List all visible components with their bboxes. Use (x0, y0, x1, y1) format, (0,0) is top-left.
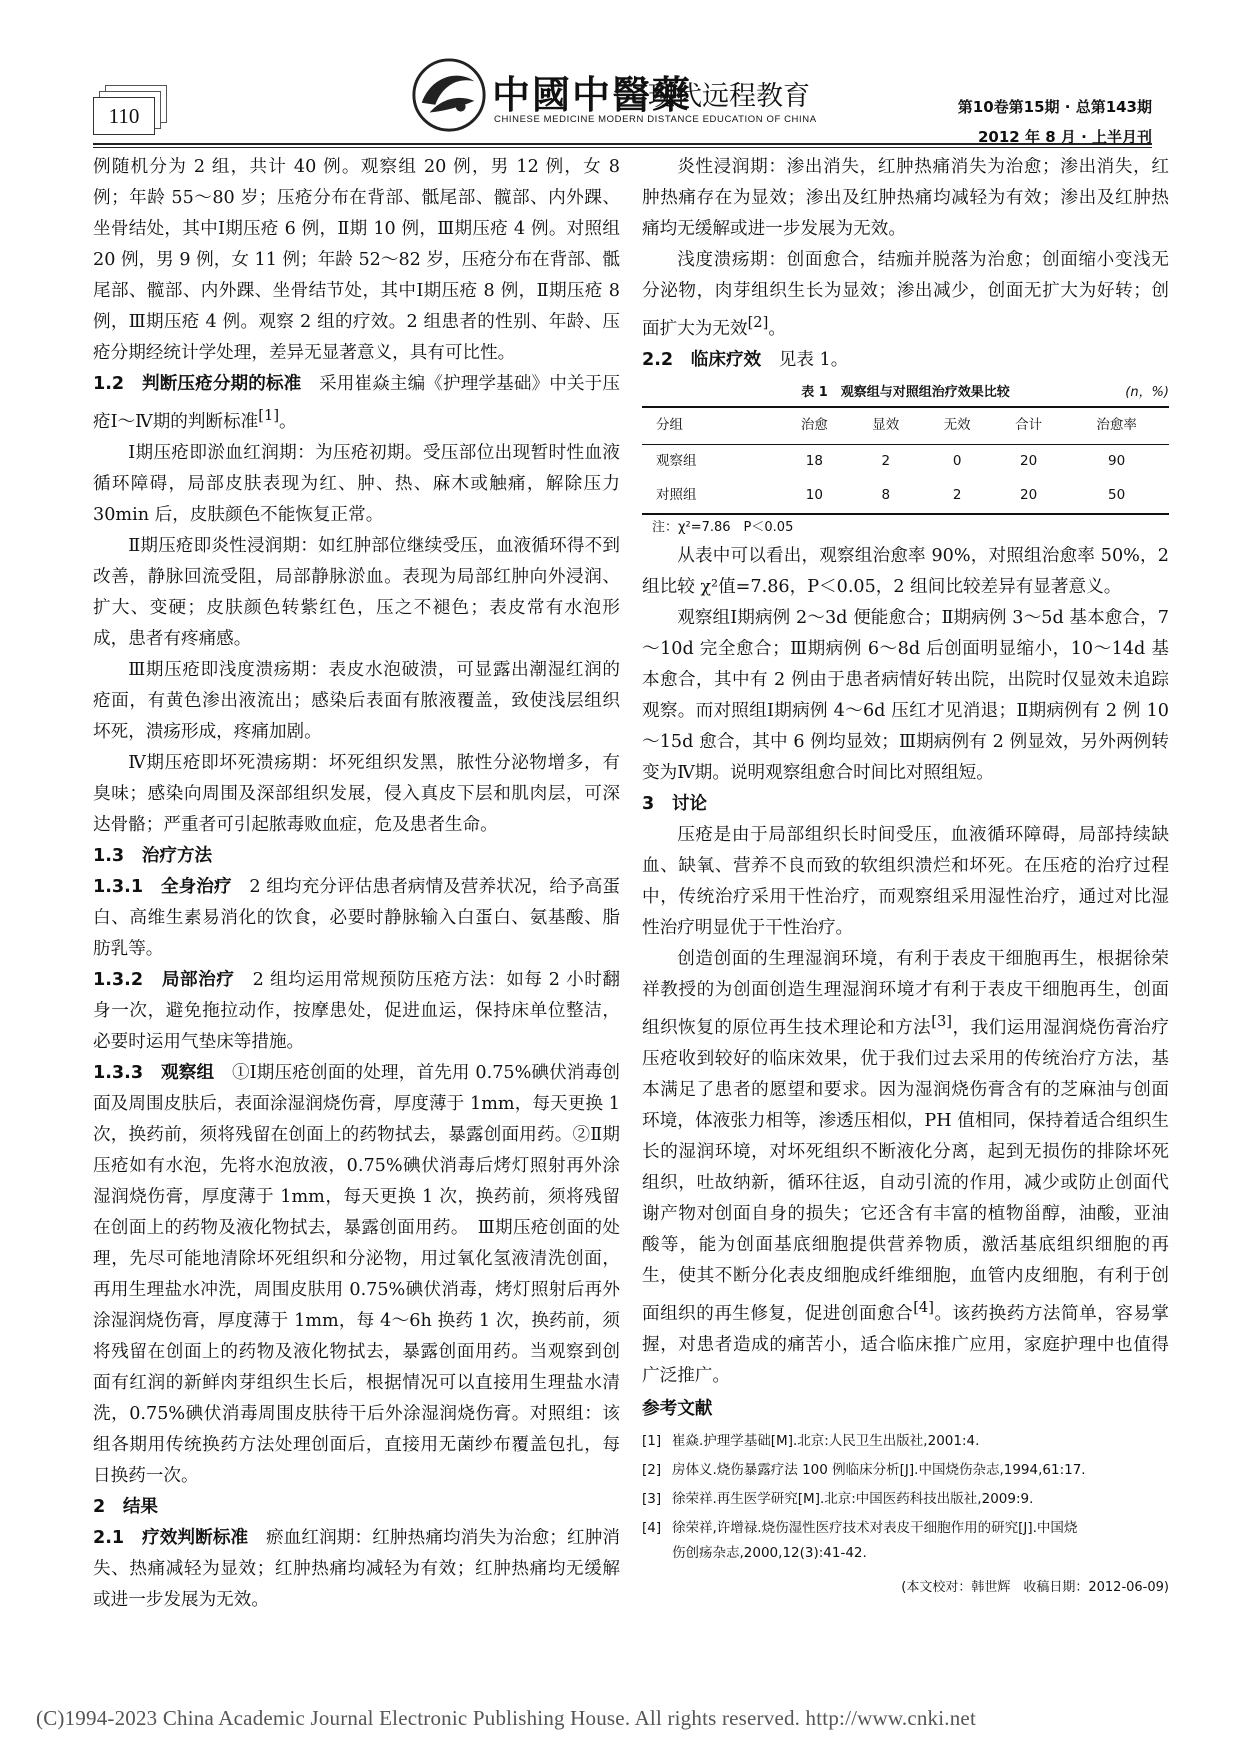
journal-emblem-icon (410, 56, 488, 134)
table-cell: 0 (952, 453, 962, 470)
section-title: 2.1 疗效判断标准 (93, 1527, 249, 1548)
table-cell: 2 (921, 479, 992, 514)
table-cell: 20 (1020, 453, 1038, 470)
references-title: 参考文献 (642, 1398, 713, 1419)
section-2-2 (642, 345, 1169, 376)
reference-text: 房体义.烧伤暴露疗法 100 例临床分析[J].中国烧伤杂志,1994,61:17. (672, 1461, 1086, 1478)
reference-item (642, 1516, 1169, 1541)
section-1-3-3 (93, 1058, 620, 1492)
table-note: 注：χ²=7.86 P＜0.05 (652, 519, 794, 535)
journal-name-en: CHINESE MEDICINE MODERN DISTANCE EDUCATION OF CHINA (494, 114, 817, 125)
table-cell: 18 (805, 453, 823, 470)
issue-line-2: 2012 年 8 月 · 上半月刊 (978, 128, 1152, 146)
journal-logo (410, 56, 850, 136)
table-header: 治愈 (779, 407, 850, 445)
reference-number: [1] (642, 1432, 662, 1449)
table-header: 显效 (850, 407, 921, 445)
stage-4-text: Ⅳ期压疮即坏死溃疡期：坏死组织发黑，脓性分泌物增多，有臭味；感染向周围及深部组织发展，侵入真皮下层和肌肉层，可深达骨骼；严重者可引起脓毒败血症，危及患者生命。 (93, 752, 620, 835)
reference-text: 崔焱.护理学基础[M].北京:人民卫生出版社,2001:4. (672, 1432, 980, 1449)
section-text: 见表 1。 (761, 349, 849, 370)
table-header: 分组 (642, 407, 779, 445)
table-caption (642, 382, 1169, 404)
reference-continuation: 伤创疡杂志,2000,12(3):41-42. (672, 1544, 867, 1561)
section-text: 2 组均充分评估患者病情及营养状况，给予高蛋白、高维生素易消化的饮食，必要时静脉输入白蛋白、氨基酸、脂肪乳等。 (93, 876, 620, 959)
reference-text: 徐荣祥,许增禄.烧伤湿性医疗技术对表皮干细胞作用的研究[J].中国烧 (672, 1519, 1078, 1536)
section-2-1 (93, 1523, 620, 1616)
reference-item (642, 1429, 1169, 1454)
section-title: 1.2 判断压疮分期的标准 (93, 374, 302, 394)
ulcer-text: 浅度溃疡期：创面愈合，结痂并脱落为治愈；创面缩小变浅无分泌物，肉芽组织生长为显效；渗出减少，创面无扩大为好转；创面扩大为无效 (642, 250, 1169, 339)
table-cell: 对照组 (642, 479, 779, 514)
stage-3-text: Ⅲ期压疮即浅度溃疡期：表皮水泡破溃，可显露出潮湿红润的疮面，有黄色渗出液流出；感染后表面有脓液覆盖，致使浅层组织坏死，溃疡形成，疼痛加剧。 (93, 659, 620, 742)
table-cell: 10 (779, 479, 850, 514)
section-3 (642, 789, 1169, 820)
section-title: 1.3.1 全身治疗 (93, 876, 232, 897)
punct: 。 (768, 318, 786, 339)
section-1-3-2 (93, 965, 620, 1058)
table-row (642, 444, 1169, 479)
results-table (642, 406, 1169, 515)
reference-text: 徐荣祥.再生医学研究[M].北京:中国医药科技出版社,2009:9. (672, 1490, 1034, 1507)
result-paragraph-1: 从表中可以看出，观察组治愈率 90%，对照组治愈率 50%，2 组比较 χ²值=7.86，P＜0.05，2 组间比较差异有显著意义。 (642, 545, 1169, 597)
stage-1-text: Ⅰ期压疮即淤血红润期：为压疮初期。受压部位出现暂时性血液循环障碍，局部皮肤表现为红、肿、热、麻木或触痛，解除压力 30min 后，皮肤颜色不能恢复正常。 (93, 442, 620, 525)
reference-item (642, 1458, 1169, 1483)
table-cell: 观察组 (656, 453, 697, 470)
table-cell: 20 (993, 479, 1064, 514)
table-header: 合计 (993, 407, 1064, 445)
page-number: 110 (93, 97, 155, 135)
section-text: 瘀血红润期：红肿热痛均消失为治愈；红肿消失、热痛减轻为显效；红肿热痛均减轻为有效；红肿热痛均无缓解或进一步发展为无效。 (93, 1527, 620, 1610)
ulcer-criteria (642, 245, 1169, 345)
punct: 。 (279, 411, 297, 432)
citation: [3] (931, 1012, 953, 1030)
reference-number: [4] (642, 1519, 662, 1536)
result-paragraph-2: 观察组Ⅰ期病例 2～3d 便能愈合；Ⅱ期病例 3～5d 基本愈合，7～10d 完全愈合；Ⅲ期病例 6～8d 后创面明显缩小，10～14d 基本愈合，其中有 2 例由于患者病情好转出院，出院时仅显效未追踪观察。而对照组Ⅰ期病例 4～6d 压红才见消退；Ⅱ期病例有 2 例 10～15d 愈合，其中 6 例均显效；Ⅲ期病例有 2 例显效，另外两例转变为Ⅳ期。说明观察组愈合时间比对照组短。 (642, 607, 1169, 783)
discussion-paragraph-1: 压疮是由于局部组织长时间受压，血液循环障碍，局部持续缺血、缺氧、营养不良而致的软组织溃烂和坏死。在压疮的治疗过程中，传统治疗采用干性治疗，而观察组采用湿性治疗，通过对比湿性治疗明显优于干性治疗。 (642, 824, 1169, 938)
citation: [4] (913, 1298, 934, 1316)
discussion-text: ，我们运用湿润烧伤膏治疗压疮收到较好的临床效果，优于我们过去采用的传统治疗方法，基本满足了患者的愿望和要求。因为湿润烧伤膏含有的芝麻油与创面环境，体液张力相等，渗透压相似，PH 值相同，保持着适合组织生长的湿润环境，对坏死组织不断液化分离，起到无损伤的排除坏死组织，吐故纳新，循环往返，自动引流的作用，减少或防止创面代谢产物对创面自身的损失；它还含有丰富的植物甾醇，油酸，亚油酸等，能为创面基底细胞提供营养物质，激活基底组织细胞的再生，使其不断分化表皮细胞成纤维细胞，血管内皮细胞，有利于创面组织的再生修复，促进创面愈合 (642, 1017, 1169, 1324)
table-header: 无效 (921, 407, 992, 445)
section-title: 1.3.3 观察组 (93, 1062, 215, 1083)
section-text: ①Ⅰ期压疮创面的处理，首先用 0.75%碘伏消毒创面及周围皮肤后，表面涂湿润烧伤膏，厚度薄于 1mm，每天更换 1 次，换药前，须将残留在创面上的药物拭去，暴露创面用药。②Ⅱ期压疮如有水泡，先将水泡放液，0.75%碘伏消毒后烤灯照射再外涂湿润烧伤膏，厚度薄于 1mm，每天更换 1 次，换药前，须将残留在创面上的药物及液化物拭去，暴露创面用药。 Ⅲ期压疮创面的处理，先尽可能地清除坏死组织和分泌物，用过氧化氢液清洗创面，再用生理盐水冲洗，周围皮肤用 0.75%碘伏消毒，烤灯照射后再外涂湿润烧伤膏，厚度薄于 1mm，每 4～6h 换药 1 次，换药前，须将残留在创面上的药物及液化物拭去，暴露创面用药。当观察到创面有红润的新鲜肉芽组织生长后，根据情况可以直接用生理盐水清洗，0.75%碘伏消毒周围皮肤待干后外涂湿润烧伤膏。对照组：该组各期用传统换药方法处理创面后，直接用无菌纱布覆盖包扎，每日换药一次。 (93, 1062, 620, 1486)
table-header-row (642, 407, 1169, 445)
section-1-3 (93, 841, 620, 872)
journal-subtitle: 现代远程教育 (648, 81, 810, 112)
section-text: 采用崔焱主编《护理学基础》中关于压疮Ⅰ～Ⅳ期的判断标准 (93, 374, 620, 432)
issue-line-1: 第10卷第15期 · 总第143期 (957, 98, 1152, 116)
reference-number: [2] (642, 1461, 662, 1478)
discussion-text: 创造创面的生理湿润环境，有利于表皮干细胞再生，根据徐荣祥教授的为创面创造生理湿润环境才有利于表皮干细胞再生，创面组织恢复的原位再生技术理论和方法 (642, 948, 1169, 1038)
proofreader-info: (本文校对：韩世辉 收稿日期：2012-06-09) (901, 1579, 1169, 1595)
left-column (93, 152, 620, 1616)
section-1-3-1 (93, 872, 620, 965)
paragraph-groups: 例随机分为 2 组，共计 40 例。观察组 20 例，男 12 例，女 8 例；年龄 55～80 岁；压疮分布在背部、骶尾部、髋部、内外踝、坐骨结处，其中Ⅰ期压疮 6 例，Ⅱ期 10 例，Ⅲ期压疮 4 例。对照组 20 例，男 9 例，女 11 例；年龄 52～82 岁，压疮分布在背部、骶尾部、髋部、内外踝、坐骨结节处，其中Ⅰ期压疮 8 例，Ⅱ期压疮 8 例，Ⅲ期压疮 4 例。观察 2 组的疗效。2 组患者的性别、年龄、压疮分期经统计学处理，差异无显著意义，具有可比性。 (93, 157, 620, 363)
table-title: 表 1 观察组与对照组治疗效果比较 (801, 384, 1010, 400)
section-title: 1.3 治疗方法 (93, 845, 213, 866)
table-cell: 2 (881, 453, 891, 470)
table-header: 治愈率 (1064, 407, 1169, 445)
table-cell: 50 (1064, 479, 1169, 514)
section-title: 3 讨论 (642, 793, 708, 814)
citation: [2] (747, 314, 769, 331)
reference-item (642, 1487, 1169, 1512)
copyright-footer: (C)1994-2023 China Academic Journal Electronic Publishing House. All rights reserved. http://www.cnki.net (36, 1706, 976, 1730)
discussion-paragraph-2 (642, 944, 1169, 1392)
section-2 (93, 1492, 620, 1523)
right-column (642, 152, 1169, 1603)
table-unit: (n，%) (1125, 384, 1169, 400)
section-text: 2 组均运用常规预防压疮方法：如每 2 小时翻身一次，避免拖拉动作，按摩患处，促进血运，保持床单位整洁，必要时运用气垫床等措施。 (93, 969, 621, 1052)
header-rule (93, 143, 1152, 145)
table-cell: 8 (850, 479, 921, 514)
reference-number: [3] (642, 1490, 662, 1507)
stage-2-text: Ⅱ期压疮即炎性浸润期：如红肿部位继续受压，血液循环得不到改善，静脉回流受阻，局部静脉淤血。表现为局部红肿向外浸润、扩大、变硬；皮肤颜色转紫红色，压之不褪色；表皮常有水泡形成，患者有疼痛感。 (93, 535, 620, 649)
inflammation-criteria: 炎性浸润期：渗出消失，红肿热痛消失为治愈；渗出消失，红肿热痛存在为显效；渗出及红肿热痛均减轻为有效；渗出及红肿热痛均无缓解或进一步发展为无效。 (642, 157, 1169, 239)
section-title: 2.2 临床疗效 (642, 349, 762, 370)
journal-name-cn: 中國中醫藥 (492, 72, 693, 117)
table-cell: 90 (1108, 453, 1126, 470)
section-title: 2 结果 (93, 1496, 159, 1517)
header-rule-thin (93, 147, 1152, 148)
table-row (642, 479, 1169, 514)
discussion-text: 。该药换药方法简单，容易掌握，对患者造成的痛苦小，适合临床推广应用，家庭护理中也值得广泛推广。 (642, 1303, 1169, 1386)
section-1-2 (93, 369, 620, 438)
citation: [1] (258, 407, 280, 424)
section-title: 1.3.2 局部治疗 (93, 969, 235, 990)
